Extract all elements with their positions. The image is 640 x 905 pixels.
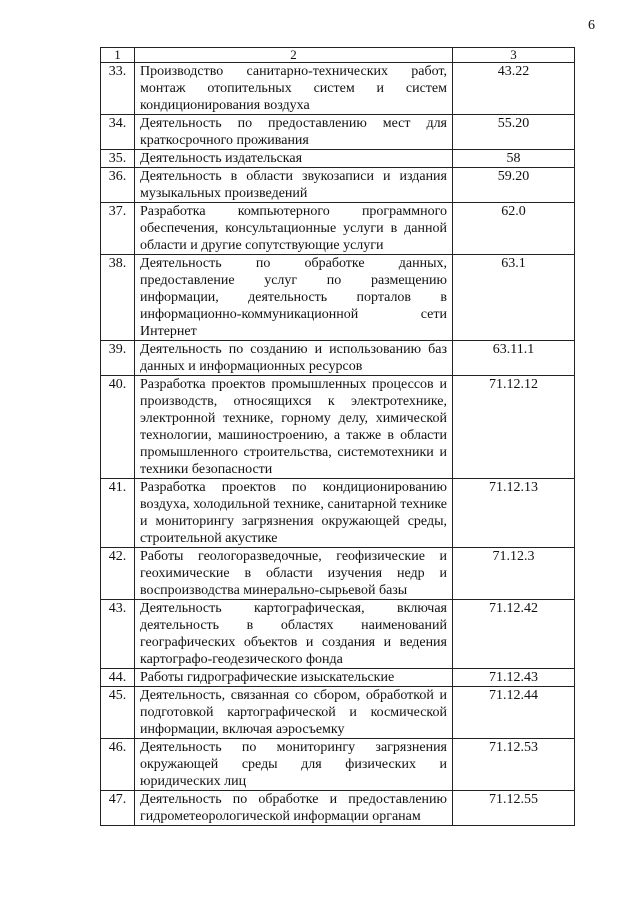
row-code: 71.12.13 <box>453 479 575 548</box>
row-description: Деятельность по созданию и использованию баз данных и информационных ресурсов <box>135 341 453 376</box>
row-number: 42. <box>101 548 135 600</box>
row-number: 40. <box>101 376 135 479</box>
table-row <box>101 255 575 341</box>
row-code: 71.12.44 <box>453 687 575 739</box>
row-description: Деятельность картографическая, включая деятельность в областях наименований географических объектов и создания и ведения картографо-геодезического фонда <box>135 600 453 669</box>
row-code: 62.0 <box>453 203 575 255</box>
table-row <box>101 341 575 376</box>
table-row <box>101 376 575 479</box>
row-code: 71.12.12 <box>453 376 575 479</box>
row-description: Деятельность издательская <box>135 150 453 168</box>
table-row <box>101 669 575 687</box>
table-row <box>101 600 575 669</box>
activities-table <box>100 47 575 826</box>
row-description: Деятельность по предоставлению мест для краткосрочного проживания <box>135 115 453 150</box>
row-code: 43.22 <box>453 63 575 115</box>
row-number: 39. <box>101 341 135 376</box>
table-row <box>101 150 575 168</box>
row-description: Работы гидрографические изыскательские <box>135 669 453 687</box>
row-description: Производство санитарно-технических работ, монтаж отопительных систем и систем кондиционирования воздуха <box>135 63 453 115</box>
row-description: Работы геологоразведочные, геофизические и геохимические в области изучения недр и воспроизводства минерально-сырьевой базы <box>135 548 453 600</box>
row-description: Деятельность по обработке и предоставлению гидрометеорологической информации органам <box>135 791 453 826</box>
row-number: 47. <box>101 791 135 826</box>
row-number: 35. <box>101 150 135 168</box>
row-code: 71.12.42 <box>453 600 575 669</box>
row-description: Разработка компьютерного программного обеспечения, консультационные услуги в данной области и другие сопутствующие услуги <box>135 203 453 255</box>
row-description: Деятельность по мониторингу загрязнения окружающей среды для физических и юридических лиц <box>135 739 453 791</box>
row-code: 59.20 <box>453 168 575 203</box>
header-col-2: 2 <box>135 48 453 63</box>
row-number: 44. <box>101 669 135 687</box>
row-number: 38. <box>101 255 135 341</box>
row-number: 45. <box>101 687 135 739</box>
row-number: 36. <box>101 168 135 203</box>
row-description: Деятельность в области звукозаписи и издания музыкальных произведений <box>135 168 453 203</box>
row-number: 46. <box>101 739 135 791</box>
table-row <box>101 479 575 548</box>
table-row <box>101 63 575 115</box>
row-code: 71.12.53 <box>453 739 575 791</box>
table-header-row <box>101 48 575 63</box>
table-row <box>101 687 575 739</box>
table-row <box>101 203 575 255</box>
row-code: 63.11.1 <box>453 341 575 376</box>
row-code: 63.1 <box>453 255 575 341</box>
row-description: Разработка проектов по кондиционированию воздуха, холодильной технике, санитарной технике и мониторингу загрязнения окружающей среды, строительной акустике <box>135 479 453 548</box>
table-row <box>101 791 575 826</box>
row-number: 43. <box>101 600 135 669</box>
table-row <box>101 548 575 600</box>
row-number: 34. <box>101 115 135 150</box>
row-number: 37. <box>101 203 135 255</box>
table-row <box>101 115 575 150</box>
row-number: 33. <box>101 63 135 115</box>
table-row <box>101 168 575 203</box>
row-description: Разработка проектов промышленных процессов и производств, относящихся к электротехнике, электронной технике, горному делу, химической технологии, машиностроению, а также в области промышленного строительства, системотехники и техники безопасности <box>135 376 453 479</box>
row-description: Деятельность по обработке данных, предоставление услуг по размещению информации, деятельность порталов в информационно-коммуникационной сети Интернет <box>135 255 453 341</box>
header-col-1: 1 <box>101 48 135 63</box>
row-code: 71.12.3 <box>453 548 575 600</box>
page-number: 6 <box>588 18 595 33</box>
row-code: 58 <box>453 150 575 168</box>
table-row <box>101 739 575 791</box>
header-col-3: 3 <box>453 48 575 63</box>
row-description: Деятельность, связанная со сбором, обработкой и подготовкой картографической и космической информации, включая аэросъемку <box>135 687 453 739</box>
row-code: 55.20 <box>453 115 575 150</box>
row-code: 71.12.43 <box>453 669 575 687</box>
row-code: 71.12.55 <box>453 791 575 826</box>
row-number: 41. <box>101 479 135 548</box>
